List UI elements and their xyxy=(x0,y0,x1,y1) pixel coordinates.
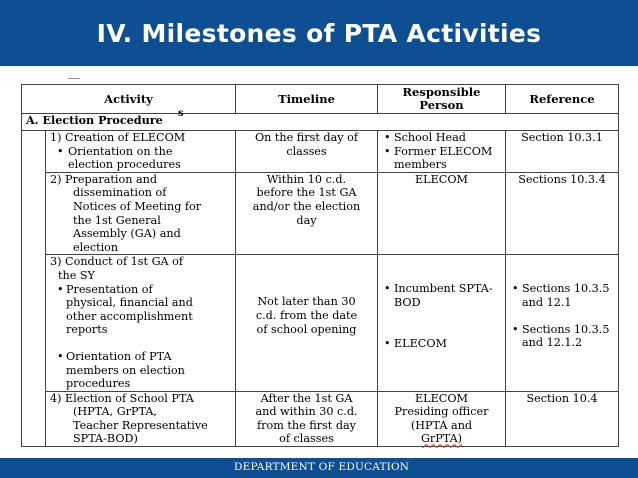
responsible-item: • Incumbent SPTA-BOD xyxy=(382,282,501,309)
activity-line: Notices of Meeting for xyxy=(73,199,202,213)
activity-cell xyxy=(46,391,236,446)
spacer xyxy=(50,337,231,350)
table-row xyxy=(22,255,619,391)
responsible-list xyxy=(382,282,501,309)
header-responsible-line1: Responsible xyxy=(402,85,481,99)
reference-cell: Sections 10.3.4 xyxy=(506,172,619,255)
responsible-line: ELECOM xyxy=(415,391,468,405)
reference-list xyxy=(510,282,614,309)
activity-line: 1) Creation of ELECOM xyxy=(50,131,186,144)
table-header-row xyxy=(22,85,619,114)
reference-cell: Section 10.3.1 xyxy=(506,131,619,173)
activity-line: 2) Preparation and xyxy=(50,172,157,186)
activity-sub-line: Orientation of PTA xyxy=(66,349,172,363)
timeline-line: from the first day xyxy=(256,418,357,432)
responsible-cell xyxy=(378,131,506,173)
reference-item: • Sections 10.3.5 and 12.1 xyxy=(510,282,614,309)
header-reference: Reference xyxy=(506,85,619,114)
timeline-cell xyxy=(236,391,378,446)
reference-list xyxy=(510,323,614,350)
timeline-line: Not later than 30 xyxy=(257,295,356,309)
reference-item: • Sections 10.3.5 and 12.1.2 xyxy=(510,323,614,350)
table-row xyxy=(22,391,619,446)
reference-cell xyxy=(506,255,619,391)
timeline-line: After the 1st GA xyxy=(260,391,353,405)
timeline-line: of classes xyxy=(279,432,334,446)
timeline-line: of school opening xyxy=(256,322,357,336)
responsible-cell: ELECOM xyxy=(378,172,506,255)
activity-cell xyxy=(46,172,236,255)
activity-line: Assembly (GA) and xyxy=(73,227,181,241)
section-a-suffix: s xyxy=(178,108,184,119)
activity-subitem xyxy=(50,350,231,391)
footer-label: DEPARTMENT OF EDUCATION xyxy=(234,461,410,473)
timeline-line: On the first day of xyxy=(255,131,358,144)
activity-line: Teacher Representative xyxy=(73,418,208,432)
activity-cell xyxy=(46,255,236,391)
timeline-line: day xyxy=(296,213,317,227)
responsible-item: • School Head xyxy=(382,131,501,145)
responsible-item: • ELECOM xyxy=(382,337,501,351)
spacer xyxy=(510,255,614,282)
activity-line: (HPTA, GrPTA, xyxy=(73,405,157,419)
section-row xyxy=(22,114,619,131)
activity-sub-line: reports xyxy=(66,323,108,337)
activity-sub-line: election procedures xyxy=(68,158,181,172)
responsible-cell xyxy=(378,391,506,446)
timeline-line: and/or the election xyxy=(252,199,361,213)
activity-sub-line: members on election xyxy=(66,363,185,377)
activity-sub-line: other accomplishment xyxy=(66,309,193,323)
reference-cell: Section 10.4 xyxy=(506,391,619,446)
milestones-table xyxy=(21,84,619,447)
responsible-line: (HPTA and xyxy=(410,418,473,432)
timeline-cell xyxy=(236,131,378,173)
table-row xyxy=(22,172,619,255)
responsible-cell xyxy=(378,255,506,391)
activity-cell xyxy=(46,131,236,173)
header-activity: Activity xyxy=(22,85,236,114)
activity-subitem xyxy=(50,145,231,172)
timeline-cell xyxy=(236,255,378,391)
activity-line: 4) Election of School PTA xyxy=(50,391,194,405)
responsible-line: GrPTA) xyxy=(420,432,463,446)
header-timeline: Timeline xyxy=(236,85,378,114)
activity-sub-line: Presentation of xyxy=(66,282,153,296)
spacer xyxy=(510,310,614,323)
activity-line: dissemination of xyxy=(73,186,167,200)
timeline-line: and within 30 c.d. xyxy=(255,405,358,419)
header-responsible-line2: Person xyxy=(419,98,464,112)
table-row xyxy=(22,131,619,173)
divider xyxy=(68,78,80,79)
timeline-line: Within 10 c.d. xyxy=(266,172,347,186)
activity-line: the SY xyxy=(58,268,95,282)
activity-sub-line: procedures xyxy=(66,377,131,391)
timeline-line: c.d. from the date xyxy=(255,308,358,322)
responsible-list xyxy=(382,337,501,351)
header-responsible xyxy=(378,85,506,114)
activity-sub-line: physical, financial and xyxy=(66,296,193,310)
timeline-line: before the 1st GA xyxy=(256,186,357,200)
spacer xyxy=(382,255,501,282)
activity-subitem xyxy=(50,283,231,337)
section-a-title: A. Election Procedure xyxy=(26,113,163,127)
title-banner xyxy=(0,0,638,66)
spacer xyxy=(382,310,501,337)
activity-line: SPTA-BOD) xyxy=(73,432,138,446)
activity-line: 3) Conduct of 1st GA of xyxy=(50,255,184,269)
timeline-cell xyxy=(236,172,378,255)
spacer xyxy=(240,255,373,295)
responsible-list xyxy=(382,131,501,172)
activity-line: election xyxy=(73,240,119,254)
responsible-line: Presiding officer xyxy=(394,405,489,419)
timeline-line: classes xyxy=(286,144,327,158)
activity-sub-line: Orientation on the xyxy=(68,144,173,158)
slide-title: IV. Milestones of PTA Activities xyxy=(96,18,542,48)
responsible-item: • Former ELECOM members xyxy=(382,145,501,172)
activity-line: the 1st General xyxy=(73,213,161,227)
section-a-cell xyxy=(22,108,619,131)
indent-cell xyxy=(22,131,46,447)
